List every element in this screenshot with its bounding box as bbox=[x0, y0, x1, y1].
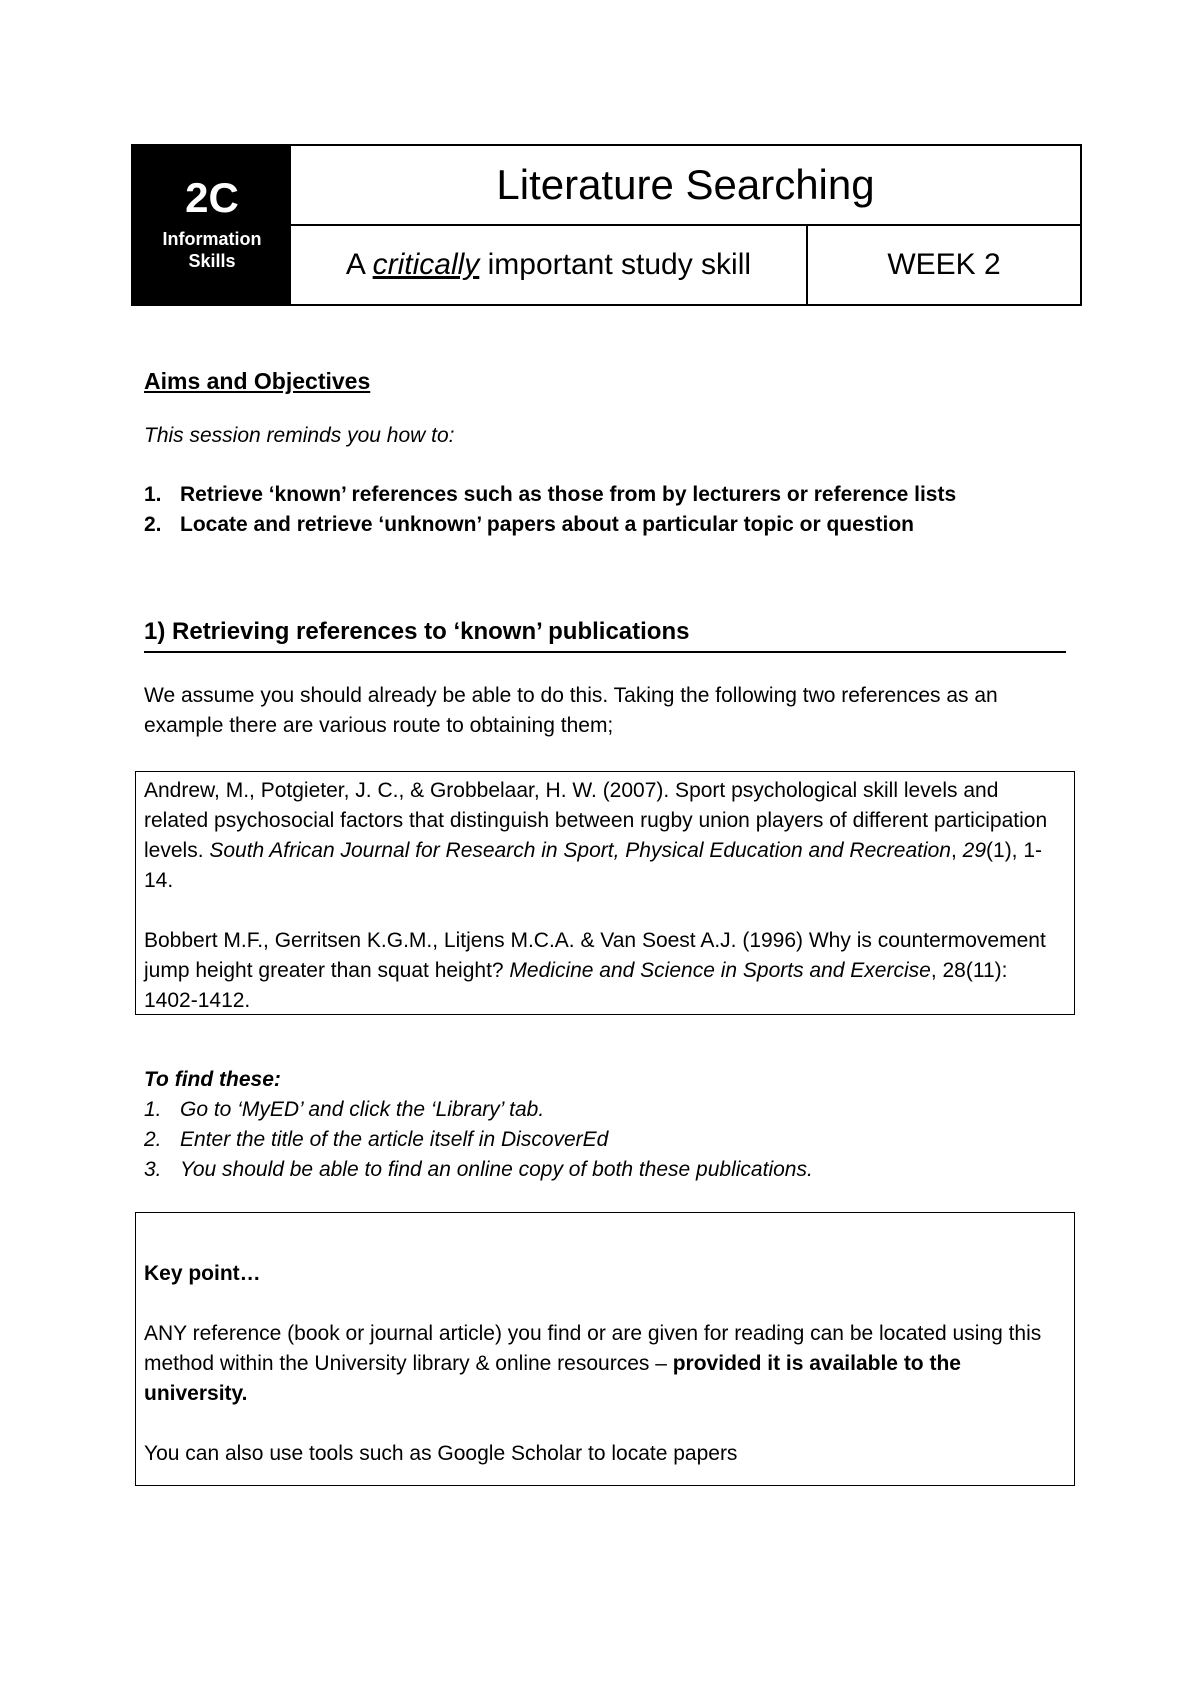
key-point-box bbox=[135, 1212, 1075, 1486]
week-label: WEEK 2 bbox=[887, 248, 1001, 281]
list-item bbox=[144, 510, 956, 540]
reference-entry bbox=[144, 776, 1066, 896]
list-text: You should be able to find an online copy of both these publications. bbox=[180, 1158, 813, 1181]
subtitle-emphasis: critically bbox=[372, 248, 480, 281]
find-steps-list bbox=[144, 1095, 813, 1185]
list-number: 1. bbox=[144, 1098, 162, 1121]
list-text: Enter the title of the article itself in DiscoverEd bbox=[180, 1128, 609, 1151]
list-item bbox=[144, 1095, 813, 1125]
reference-entry bbox=[144, 926, 1066, 1016]
section-heading: 1) Retrieving references to ‘known’ publications bbox=[144, 617, 1066, 653]
reference-separator: , bbox=[950, 839, 963, 862]
list-text: Retrieve ‘known’ references such as those from by lecturers or reference lists bbox=[180, 483, 957, 506]
list-number: 2. bbox=[144, 1128, 162, 1151]
reference-authors: Bobbert M.F., Gerritsen K.G.M., Litjens M.C.A. & Van Soest A.J. (1996) Why is countermovement jump height greater than squat height? bbox=[144, 929, 1046, 982]
find-heading: To find these: bbox=[144, 1068, 281, 1091]
aims-list bbox=[144, 480, 956, 540]
list-number: 2. bbox=[144, 513, 162, 536]
key-point-text-pre: ANY reference (book or journal article) you find or are given for reading can be located using this method within the University library & online resources – bbox=[144, 1322, 1042, 1375]
key-point-title: Key point… bbox=[144, 1262, 261, 1285]
header-box bbox=[131, 144, 1082, 306]
references-box bbox=[135, 771, 1075, 1015]
aims-heading: Aims and Objectives bbox=[144, 368, 371, 394]
unit-badge bbox=[133, 146, 291, 304]
list-item bbox=[144, 1125, 813, 1155]
reference-journal: Medicine and Science in Sports and Exercise bbox=[509, 959, 931, 982]
reference-journal: South African Journal for Research in Sport, Physical Education and Recreation bbox=[209, 839, 951, 862]
list-text: Locate and retrieve ‘unknown’ papers about a particular topic or question bbox=[180, 513, 914, 536]
reference-rest: (1), 1-14. bbox=[144, 839, 1043, 892]
aims-intro: This session reminds you how to: bbox=[144, 424, 455, 447]
key-point-text-bold: provided it is available to the university. bbox=[144, 1352, 961, 1405]
header-right bbox=[291, 146, 1080, 304]
badge-code: 2C bbox=[185, 174, 239, 222]
list-number: 3. bbox=[144, 1158, 162, 1181]
reference-authors: Andrew, M., Potgieter, J. C., & Grobbelaar, H. W. (2007). Sport psychological skill levels and related psychosocial factors that distinguish between rugby union players of different participation levels. bbox=[144, 779, 1048, 862]
section-paragraph: We assume you should already be able to do this. Taking the following two references as an example there are various route to obtaining them; bbox=[144, 684, 998, 737]
list-item bbox=[144, 480, 956, 510]
list-item bbox=[144, 1155, 813, 1185]
page-title: Literature Searching bbox=[291, 146, 1080, 226]
header-subrow bbox=[291, 226, 1080, 304]
key-point-text-2: You can also use tools such as Google Scholar to locate papers bbox=[144, 1442, 738, 1465]
key-point-text bbox=[144, 1319, 1066, 1409]
badge-line-2: Skills bbox=[188, 251, 236, 271]
page-subtitle bbox=[291, 226, 808, 304]
list-text: Go to ‘MyED’ and click the ‘Library’ tab. bbox=[180, 1098, 545, 1121]
subtitle-pre: A bbox=[345, 248, 373, 281]
badge-line-1: Information bbox=[162, 229, 262, 250]
reference-rest: , 28(11): 1402-1412. bbox=[144, 959, 1008, 1012]
subtitle-post: important study skill bbox=[479, 248, 752, 281]
list-number: 1. bbox=[144, 483, 162, 506]
reference-volume: 29 bbox=[962, 839, 987, 862]
badge-subtitle bbox=[163, 229, 262, 272]
